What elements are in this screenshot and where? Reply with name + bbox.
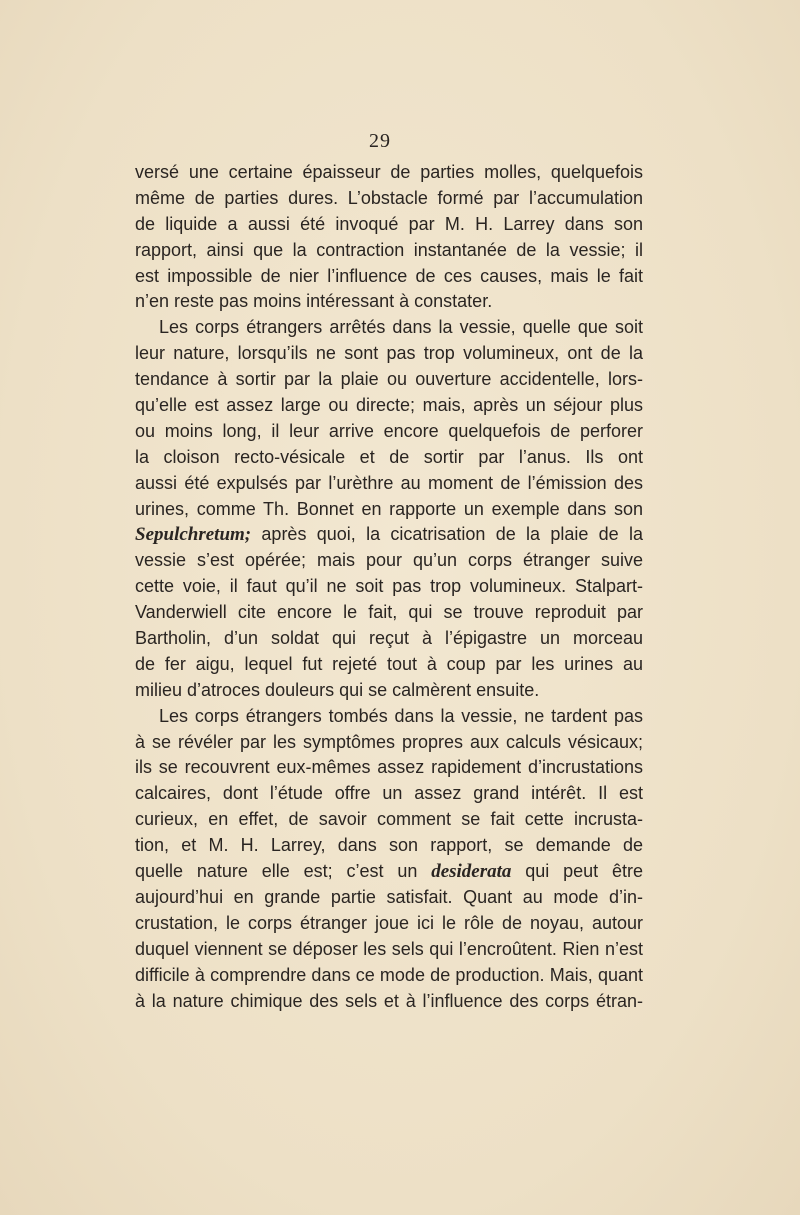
text-line: urines, comme Th. Bonnet en rapporte un exemple dans son <box>135 498 643 519</box>
text-line: crustation, le corps étranger joue ici le rôle de noyau, autour <box>135 912 643 933</box>
text-line: curieux, en effet, de savoir comment se fait cette incrusta- <box>135 809 643 830</box>
text-line: cette voie, il faut qu’il ne soit pas trop volumineux. Stalpart- <box>135 576 643 597</box>
text-line: à se révéler par les symptômes propres aux calculs vésicaux; <box>135 731 643 752</box>
text-line: milieu d’atroces douleurs qui se calmèrent ensuite. <box>135 679 540 700</box>
text-line: de liquide a aussi été invoqué par M. H. Larrey dans son <box>135 213 643 234</box>
italic-title: Sepulchretum; <box>135 524 252 546</box>
text-segment: quelle nature elle est; c’est un <box>135 861 432 882</box>
text-line: Les corps étrangers tombés dans la vessie, ne tardent pas <box>159 705 643 726</box>
text-line: Les corps étrangers arrêtés dans la vessie, quelle que soit <box>159 317 643 338</box>
text-line: de fer aigu, lequel fut rejeté tout à coup par les urines au <box>135 653 643 674</box>
text-line <box>135 522 643 548</box>
text-line: aujourd’hui en grande partie satisfait. Quant au mode d’in- <box>135 886 643 907</box>
body-text <box>135 160 643 1014</box>
text-line: Bartholin, d’un soldat qui reçut à l’épigastre un morceau <box>135 628 643 649</box>
text-line: qu’elle est assez large ou directe; mais, après un séjour plus <box>135 395 643 416</box>
text-line: tendance à sortir par la plaie ou ouverture accidentelle, lors- <box>135 369 643 390</box>
page-number: 29 <box>369 130 391 152</box>
text-line: Vanderwiell cite encore le fait, qui se trouve reproduit par <box>135 602 643 623</box>
text-line: rapport, ainsi que la contraction instantanée de la vessie; il <box>135 239 643 260</box>
text-line: difficile à comprendre dans ce mode de production. Mais, quant <box>135 964 643 985</box>
text-segment: après quoi, la cicatrisation de la plaie de la <box>251 524 643 545</box>
text-line: est impossible de nier l’influence de ces causes, mais le fait <box>135 265 643 286</box>
italic-term: desiderata <box>431 861 512 883</box>
text-line: même de parties dures. L’obstacle formé par l’accumulation <box>135 187 643 208</box>
text-line: vessie s’est opérée; mais pour qu’un corps étranger suive <box>135 550 643 571</box>
text-line: ils se recouvrent eux-mêmes assez rapidement d’incrustations <box>135 757 643 778</box>
text-line: n’en reste pas moins intéressant à constater. <box>135 291 493 312</box>
text-segment: qui peut être <box>511 861 643 882</box>
text-line: aussi été expulsés par l’urèthre au moment de l’émission des <box>135 472 643 493</box>
text-line: ou moins long, il leur arrive encore quelquefois de perforer <box>135 420 643 441</box>
text-line: à la nature chimique des sels et à l’influence des corps étran- <box>135 990 643 1011</box>
text-line <box>135 859 643 885</box>
text-line: leur nature, lorsqu’ils ne sont pas trop volumineux, ont de la <box>135 343 643 364</box>
text-line: calcaires, dont l’étude offre un assez grand intérêt. Il est <box>135 783 643 804</box>
text-line: tion, et M. H. Larrey, dans son rapport, se demande de <box>135 835 643 856</box>
text-line: la cloison recto-vésicale et de sortir par l’anus. Ils ont <box>135 446 643 467</box>
text-line: versé une certaine épaisseur de parties molles, quelquefois <box>135 162 643 182</box>
text-line: duquel viennent se déposer les sels qui l’encroûtent. Rien n’est <box>135 938 643 959</box>
